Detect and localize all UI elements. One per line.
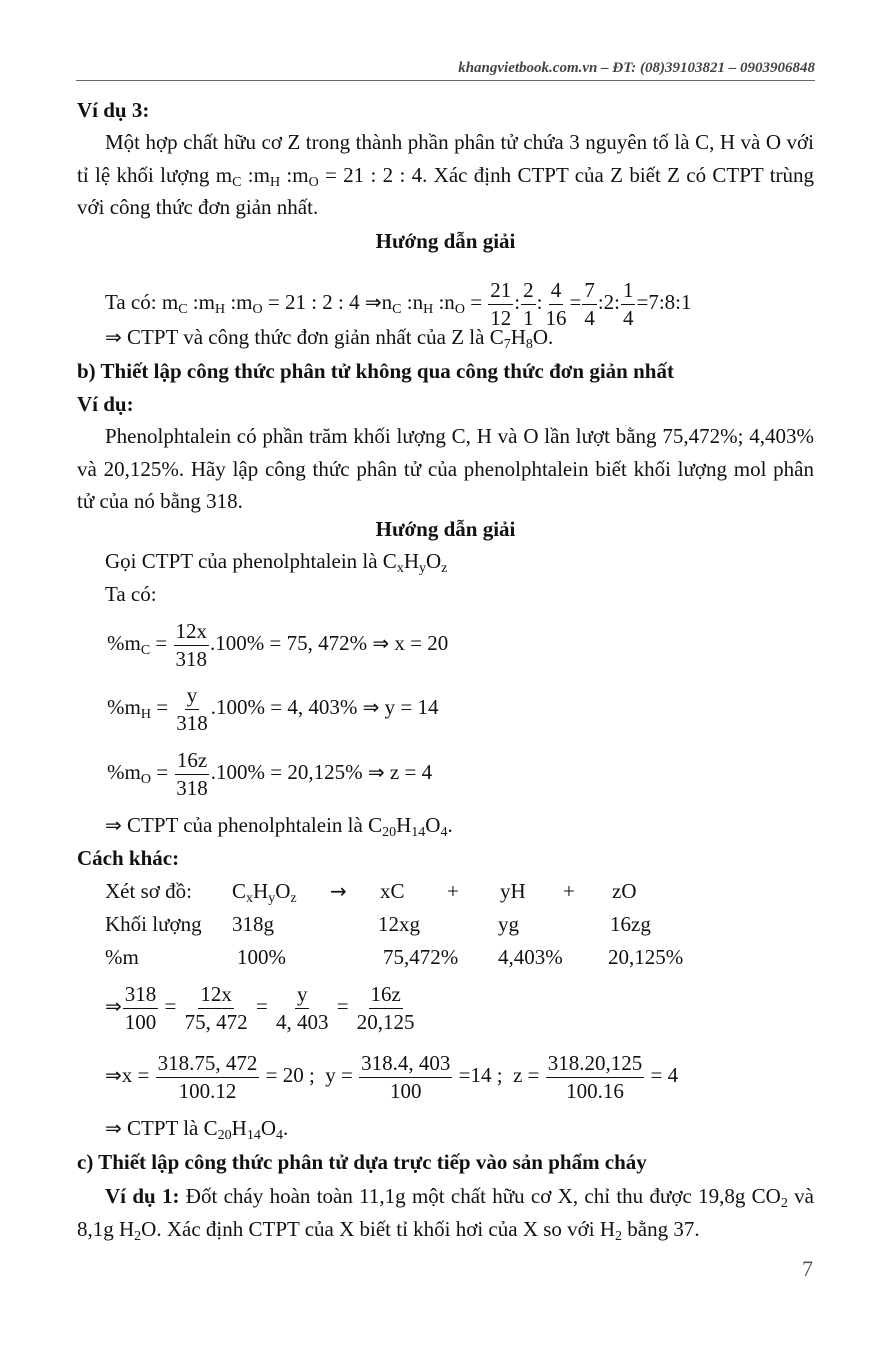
eq-mC: $\%m_C$ = $\frac{12x}{318}$ .100% = 75, 472% ⇒ x = 20 (107, 618, 449, 671)
scheme-reactant: $C_xH_yO_z$ (232, 879, 297, 906)
scheme-plus-2: + (563, 879, 575, 903)
section-c-title: c) Thiết lập công thức phân tử dựa trực tiếp vào sản phẩm cháy (77, 1150, 647, 1174)
header-rule (76, 80, 815, 81)
guide-heading-2: Hướng dẫn giải (375, 517, 516, 541)
eq-mH: $\%m_H$ = $\frac{y}{318}$ .100% = 4, 403% ⇒ y = 14 (107, 682, 439, 735)
page-number: 7 (802, 1256, 813, 1281)
set-formula: Gọi CTPT của phenolphtalein là $C_xH_yO_z$ (105, 549, 448, 576)
section-b-title: b) Thiết lập công thức phân tử không qua công thức đơn giản nhất (77, 359, 674, 383)
example-3-conclusion: ⇒ CTPT và công thức đơn giản nhất của Z là $C_7H_8O$. (105, 325, 554, 352)
page-header: khangvietbook.com.vn – ĐT: (08)39103821 – 0903906848 (458, 60, 815, 76)
guide-heading-1: Hướng dẫn giải (375, 229, 516, 253)
percent-row-label: %m (105, 945, 139, 969)
example-b-problem: Phenolphtalein có phần trăm khối lượng C, H và O lần lượt bằng 75,472%; 4,403% và 20,125%. Hãy lập công thức phân tử của phenolphtalein biết khối lượng mol phân tử của nó bằng 318. (77, 424, 814, 513)
percent-value: 75,472% (383, 945, 459, 969)
mass-value: 16zg (610, 912, 651, 936)
example-3-problem: Một hợp chất hữu cơ Z trong thành phần phân tử chứa 3 nguyên tố là C, H và O với tỉ lệ khối lượng $m_C$ $:m_H$ $:m_O = 21$ : 2 : 4. Xác định CTPT của Z biết Z có CTPT trùng với công thức đơn giản nhất. (77, 130, 815, 219)
scheme-plus-1: + (447, 879, 459, 903)
conclusion-b2: ⇒ CTPT là $C_{20}H_{14}O_4$. (105, 1116, 289, 1143)
example-3-title: Ví dụ 3: (77, 98, 150, 122)
mass-value: 12xg (378, 912, 420, 936)
conclusion-b: ⇒ CTPT của phenolphtalein là $C_{20}H_{14}O_4$. (105, 813, 453, 840)
proportion-equation: ⇒ $\frac{318}{100}$ = $\frac{12x}{75, 472}$ = $\frac{y}{4, 403}$ = $\frac{16z}{20,125}$ (105, 981, 415, 1034)
example-c-problem: Ví dụ 1: Đốt cháy hoàn toàn 11,1g một chất hữu cơ X, chỉ thu được 19,8g $CO_2$ và 8,1g $H_2O$. Xác định CTPT của X biết tỉ khối hơi của X so với $H_2$ bằng 37. (77, 1184, 814, 1244)
mass-value: yg (498, 912, 519, 936)
ratio-equation: Ta có: $m_C$ $:m_H$ $:m_O = 21$ : 2 : 4 $\Rightarrow n_C$ $:n_H$ $:n_O$ = $\frac{21}{12}$ : $\frac{2}{1}$ : $\frac{4}{16}$ = $\frac{7}{4}$ :2: $\frac{1}{4}$ =7:8:1 (105, 277, 692, 330)
example-b-title: Ví dụ: (77, 392, 134, 416)
percent-value: 20,125% (608, 945, 684, 969)
scheme-arrow: → (330, 879, 347, 903)
taco-b: Ta có: (105, 582, 157, 606)
percent-value: 100% (237, 945, 286, 969)
scheme-yH: yH (500, 879, 526, 903)
solution-equation: ⇒x = $\frac{318.75, 472}{100.12}$ = 20 ; y = $\frac{318.4, 403}{100}$ =14 ; z = $\frac{318.20,125}{100.16}$ = 4 (105, 1050, 679, 1103)
percent-value: 4,403% (498, 945, 563, 969)
scheme-xC: xC (380, 879, 405, 903)
scheme-zO: zO (612, 879, 637, 903)
eq-mO: $\%m_O$ = $\frac{16z}{318}$ .100% = 20,125% ⇒ z = 4 (107, 747, 433, 800)
mass-row-label: Khối lượng (105, 912, 202, 936)
scheme-label: Xét sơ đồ: (105, 879, 192, 903)
mass-value: 318g (232, 912, 274, 936)
alt-method-title: Cách khác: (77, 846, 180, 870)
